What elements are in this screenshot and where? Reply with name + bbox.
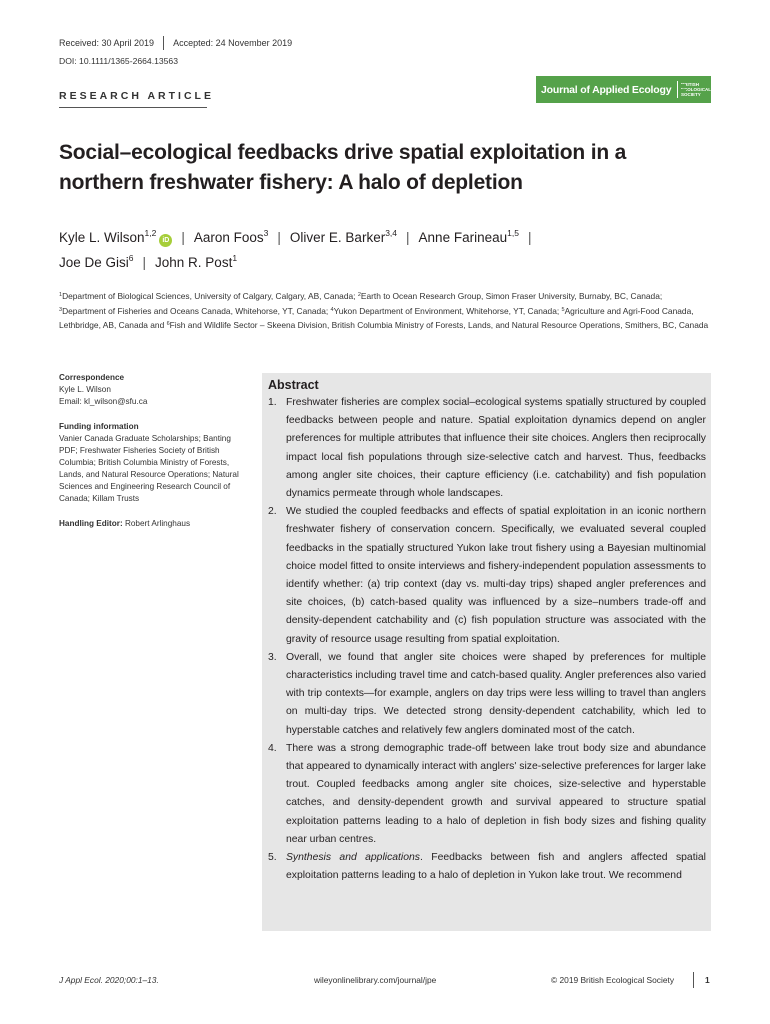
correspondence-heading: Correspondence [59,373,125,382]
journal-name: Journal of Applied Ecology [541,83,672,96]
doi[interactable]: DOI: 10.1111/1365-2664.13563 [59,56,178,66]
footer-divider [693,972,694,988]
society-line: ECOLOGICAL [681,87,711,92]
author [59,230,172,245]
author [290,230,397,245]
correspondence-name: Kyle L. Wilson [59,385,111,394]
abstract-item [268,503,706,649]
affil-sup: 3 [59,306,63,313]
editor-name: Robert Arlinghaus [122,519,191,528]
abstract-item-number: 3. [268,651,277,663]
author-sup: 3,4 [385,228,398,238]
orcid-icon[interactable]: iD [159,234,172,247]
society-line: BRITISH [681,82,699,87]
abstract-item [268,649,706,740]
abstract-list [268,394,706,885]
funding-text: Vanier Canada Graduate Scholarships; Banting PDF; Freshwater Fisheries Society of British Columbia; British Columbia Ministry of Forests, Lands, and Natural Resource Operations; Natural Sciences and Engineering Research Council of Canada; Killam Trusts [59,434,239,503]
author-divider: | [181,230,185,245]
abstract-item-number: 2. [268,506,277,518]
accepted-date: Accepted: 24 November 2019 [173,38,293,48]
affil-sup: 4 [330,306,334,313]
abstract-item-text: There was a strong demographic trade-off between lake trout body size and abundance that appeared to dynamically interact with anglers' size-selective preferences for larger lake trout. Coupled feedbacks among angler site choices, size-selective and hyperstable catches, and density-dependent growth and survival appeared to structure spatial exploitation patterns leading to a halo of depletion in fish body sizes and fishing quality near urban centres. [286,742,706,845]
abstract-item-text: We studied the coupled feedbacks and effects of spatial exploitation in an iconic northern freshwater fishery of conservation concern. Specifically, we evaluated several coupled feedbacks in the spatially structured Yukon lake trout fishery using a Bayesian multinomial choice model fitted to onsite interviews and fishery-independent population assessments to identify whether: (a) trip context (day vs. multi-day trips) shaped angler preferences and site choices, (b) catch-based quality was influenced by a size–numbers trade-off and density-dependent catchability and (c) fish population structure was associated with the gravity of resource usage resulting from spatial exploitation. [286,506,706,645]
article-type-rule [59,107,207,108]
date-divider [163,36,164,50]
author [155,255,237,270]
abstract-item [268,740,706,849]
footer-citation: J Appl Ecol. 2020;00:1–13. [59,975,159,985]
abstract-heading: Abstract [268,378,319,392]
author-sup: 1,2 [144,228,157,238]
journal-logo [536,76,711,103]
affil-text: Fish and Wildlife Sector – Skeena Division, British Columbia Ministry of Forests, Lands, and Natural Resource Operations, Smithers, BC, Canada [169,320,709,330]
affiliations [59,289,711,333]
affil-sup: 2 [357,292,361,298]
affil-sup: 1 [59,292,63,298]
society-line: SOCIETY [681,92,701,97]
author-name: John R. Post [155,255,233,270]
correspondence [59,372,249,408]
author-name: Joe De Gisi [59,255,129,270]
author-divider: | [142,255,147,270]
footer-copyright: © 2019 British Ecological Society [551,975,675,985]
abstract-item-number: 4. [268,742,277,754]
affil-sup: 6 [166,321,170,327]
editor-heading: Handling Editor: [59,519,123,528]
footer-url[interactable]: wileyonlinelibrary.com/journal/jpe [314,975,437,985]
abstract-item [268,849,706,885]
author-sup: 3 [263,228,269,238]
funding-heading: Funding information [59,422,139,431]
affil-text: Earth to Ocean Research Group, Simon Fraser University, Burnaby, BC, Canada; [360,291,663,301]
handling-editor [59,518,249,530]
author [194,230,269,245]
article-title: Social–ecological feedbacks drive spatial exploitation in a northern freshwater fishery: A halo of depletion [59,141,627,194]
author-sup: 1,5 [507,228,519,238]
article-dates [59,36,292,50]
abstract-item-lead: Synthesis and applications [286,852,420,864]
author [59,255,134,270]
author-divider: | [406,230,410,245]
author-name: Aaron Foos [193,230,264,245]
affil-text: Department of Fisheries and Oceans Canada, Whitehorse, YT, Canada; [62,305,331,316]
society-logo-icon [677,81,678,98]
article-type: RESEARCH ARTICLE [59,90,214,102]
abstract-item-text: Freshwater fisheries are complex social–ecological systems spatially structured by coupled feedbacks between people and nature. Spatial exploitation dynamics depend on angler preferences for multiple attributes that influence their site choices. Anglers then reciprocally impact local fish populations through size-selective catch and harvest. Thus, feedbacks among angler site choices, their capture efficiency (i.e. catchability) and fish population dynamics permeate through whole landscapes. [286,397,706,500]
author-sup: 6 [128,253,134,263]
abstract-item-text: Overall, we found that angler site choices were shaped by preferences for multiple characteristics including travel time and catch-based quality. Angler preferences also varied with trip contexts—for example, anglers on day trips were less willing to travel than anglers on multi-day trips. We detected strong density-dependent catchability, which led to hyperstable catches and relatively few anglers dominated most of the catch. [286,651,706,736]
author-divider: | [277,230,281,245]
author [419,230,519,245]
affil-text: Yukon Department of Environment, Whitehorse, YT, Canada; [333,305,562,316]
funding [59,421,249,505]
received-date: Received: 30 April 2019 [59,38,155,48]
abstract-item [268,394,706,503]
abstract-item-number: 5. [268,852,277,864]
affil-text: Department of Biological Sciences, University of Calgary, Calgary, AB, Canada; [62,291,358,301]
author-name: Oliver E. Barker [289,230,386,245]
page-number: 1 [705,975,710,985]
author-divider: | [527,230,532,245]
affil-text: Agriculture and Agri-Food Canada, Lethbridge, AB, Canada and [59,305,694,330]
abstract-box [262,373,711,931]
author-sup: 1 [232,253,238,263]
article-sidebar [59,372,249,543]
abstract-item-text: . Feedbacks between fish and anglers affected spatial exploitation patterns leading to a halo of depletion in Yukon lake trout. We recommend [286,852,706,882]
correspondence-email[interactable]: Email: kl_wilson@sfu.ca [59,397,148,406]
author-name: Kyle L. Wilson [59,230,145,245]
author-list [59,225,679,275]
abstract-item-number: 1. [268,397,277,408]
author-name: Anne Farineau [418,230,508,245]
affil-sup: 5 [561,306,565,313]
